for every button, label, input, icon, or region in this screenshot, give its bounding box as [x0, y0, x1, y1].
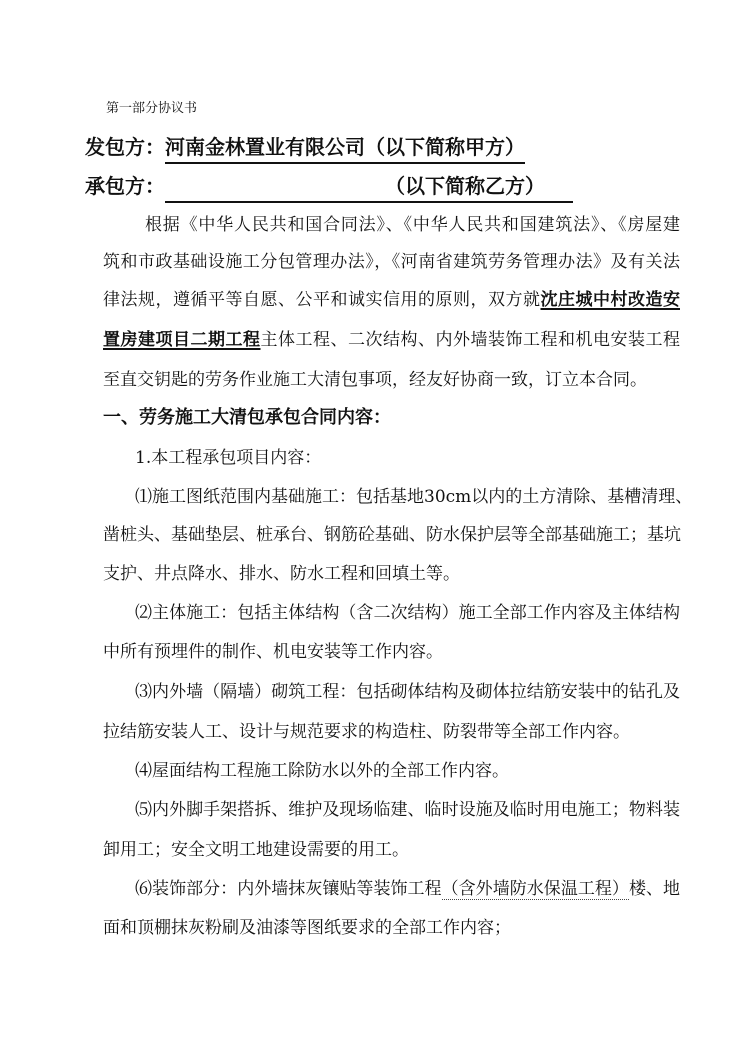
- item-line: ⑸内外脚手架搭拆、维护及现场临建、临时设施及临时用电施工；物料装: [135, 800, 680, 820]
- document-header: 第一部分协议书: [106, 101, 198, 116]
- item-line: ⑴施工图纸范围内基础施工：包括基地30cm以内的土方清除、基槽清理、: [135, 487, 693, 507]
- party-a-label: 发包方：: [85, 135, 165, 159]
- item-line: 面和顶棚抹灰粉刷及油漆等图纸要求的全部工作内容；: [103, 918, 511, 938]
- item-line: 拉结筋安装人工、设计与规范要求的构造柱、防裂带等全部工作内容。: [103, 722, 630, 742]
- item-line: ⑵主体施工：包括主体结构（含二次结构）施工全部工作内容及主体结构: [135, 603, 680, 623]
- project-name: 置房建项目二期工程: [103, 330, 261, 350]
- item-note: （含外墙防水保温工程）: [441, 879, 629, 899]
- intro-line: 筑和市政基础设施工分包管理办法》，《河南省建筑劳务管理办法》及有关法: [103, 252, 680, 272]
- project-name: 沈庄城中村改造安: [540, 290, 680, 310]
- party-b-line: [85, 171, 573, 201]
- item-line: ⑷屋面结构工程施工除防水以外的全部工作内容。: [135, 761, 509, 781]
- item-line: [135, 876, 680, 902]
- item-line: ⑶内外墙（隔墙）砌筑工程：包括砌体结构及砌体拉结筋安装中的钻孔及: [135, 682, 680, 702]
- party-a-line: [85, 132, 525, 162]
- section-title: 一、劳务施工大清包承包合同内容：: [103, 407, 391, 428]
- item-text: 楼、地: [628, 879, 681, 899]
- intro-line: 至直交钥匙的劳务作业施工大清包事项，经友好协商一致，订立本合同。: [103, 370, 647, 390]
- party-b-suffix: （以下简称乙方）: [385, 174, 545, 198]
- party-b-field: [165, 171, 573, 203]
- item-line: 中所有预埋件的制作、机电安装等工作内容。: [103, 642, 443, 662]
- intro-text: 律法规，遵循平等自愿、公平和诚实信用的原则，双方就: [103, 290, 541, 310]
- subsection-title: 1.本工程承包项目内容：: [135, 448, 322, 468]
- party-a-value: 河南金林置业有限公司（以下简称甲方）: [165, 132, 525, 164]
- intro-text: 主体工程、二次结构、内外墙装饰工程和机电安装工程: [260, 330, 680, 350]
- item-line: 支护、井点降水、排水、防水工程和回填土等。: [103, 564, 460, 584]
- intro-line: [103, 327, 680, 353]
- item-line: 凿桩头、基础垫层、桩承台、钢筋砼基础、防水保护层等全部基础施工；基坑: [103, 525, 681, 545]
- intro-line: 根据《中华人民共和国合同法》、《中华人民共和国建筑法》、《房屋建: [145, 215, 680, 235]
- item-line: 卸用工；安全文明工地建设需要的用工。: [103, 840, 409, 860]
- party-b-label: 承包方：: [85, 174, 165, 198]
- item-text: ⑹装饰部分：内外墙抹灰镶贴等装饰工程: [135, 879, 442, 899]
- intro-line: [103, 287, 680, 313]
